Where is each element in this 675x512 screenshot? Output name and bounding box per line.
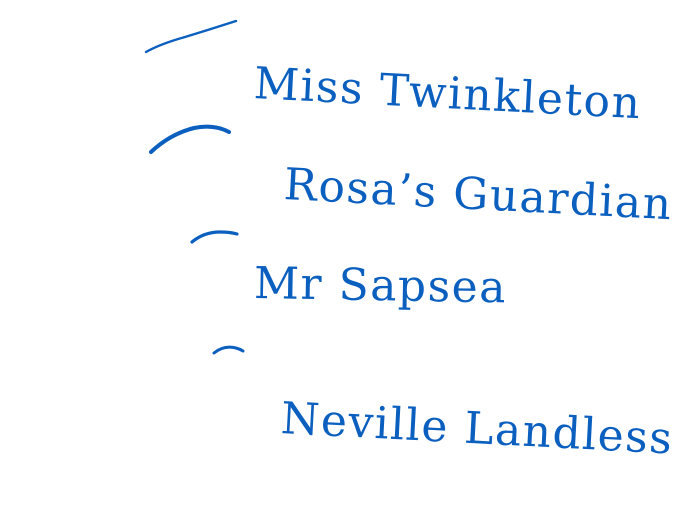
name-label-miss-twinkleton: Miss Twinkleton (252, 58, 643, 130)
name-label-neville-landless: Neville Landless (279, 393, 675, 465)
pen-stroke-4 (214, 347, 243, 353)
name-label-rosas-guardian: Rosa’s Guardian (282, 159, 674, 231)
pen-stroke-3 (192, 232, 237, 242)
name-label-mr-sapsea: Mr Sapsea (253, 258, 508, 314)
pen-stroke-2 (151, 127, 229, 152)
pen-stroke-1 (146, 21, 236, 52)
